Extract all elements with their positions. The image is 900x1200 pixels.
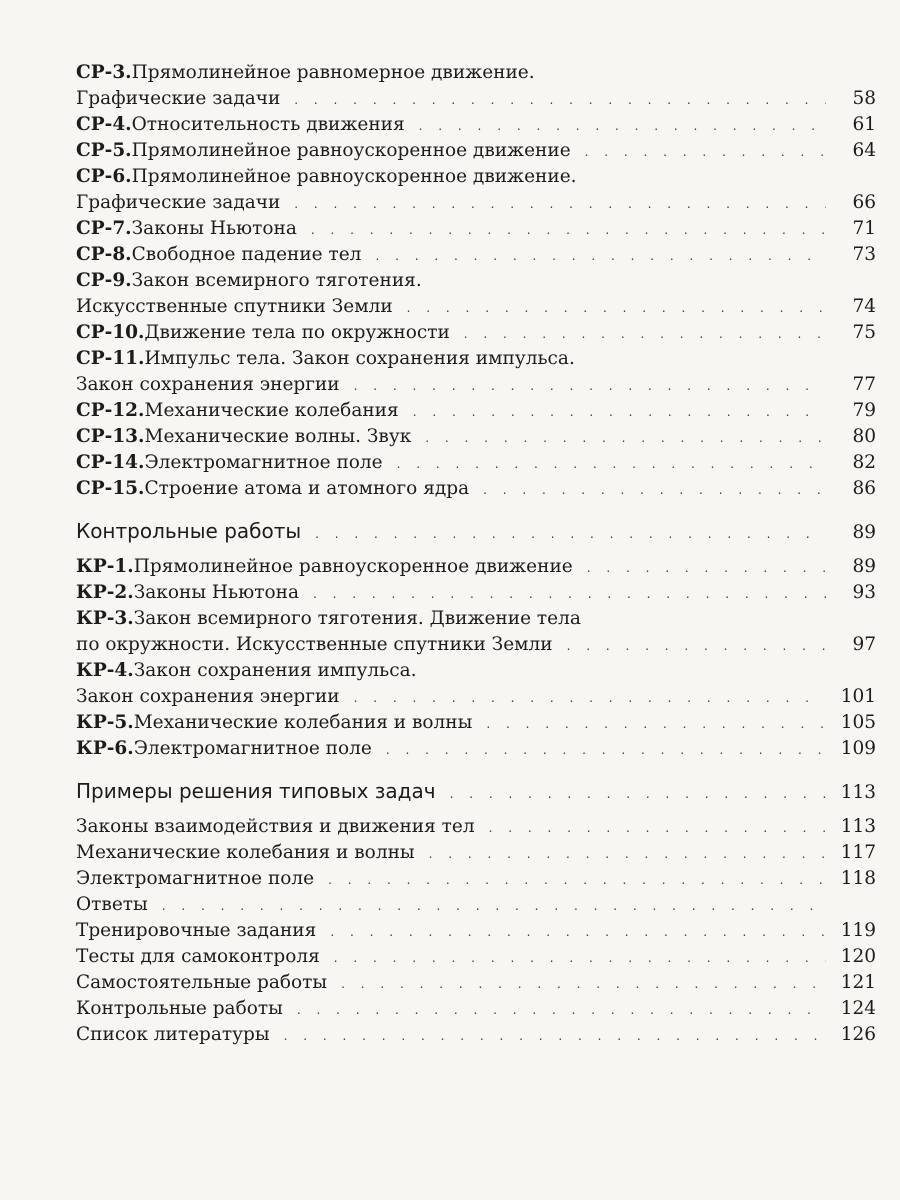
page-number: 82 — [852, 452, 876, 473]
entry-title: Законы Ньютона — [133, 582, 299, 603]
entry-code: КР-6. — [76, 738, 134, 759]
entry-code: СР-13. — [76, 426, 145, 447]
toc-section-heading — [76, 516, 876, 546]
page-number: 86 — [852, 478, 876, 499]
entry-title: Электромагнитное поле — [144, 452, 383, 473]
entry-code: СР-11. — [76, 348, 145, 369]
entry-title: Механические колебания и волны — [133, 712, 473, 733]
toc-entry — [76, 372, 876, 398]
table-of-contents — [76, 60, 876, 1048]
entry-title: Искусственные спутники Земли — [76, 296, 393, 317]
dot-leader — [311, 217, 826, 243]
entry-title: Импульс тела. Закон сохранения импульса. — [144, 348, 575, 369]
toc-entry — [76, 268, 876, 294]
page-number: 79 — [852, 400, 876, 421]
toc-entry — [76, 684, 876, 710]
toc-entry — [76, 346, 876, 372]
entry-title: Движение тела по окружности — [144, 322, 450, 343]
dot-leader — [162, 893, 826, 919]
dot-leader — [489, 815, 826, 841]
page-number: 73 — [852, 244, 876, 265]
toc-entry — [76, 658, 876, 684]
page-number: 109 — [840, 738, 876, 759]
toc-entry — [76, 86, 876, 112]
entry-code: СР-15. — [76, 478, 145, 499]
page-number: 113 — [840, 816, 876, 837]
entry-title: Закон всемирного тяготения. — [131, 270, 422, 291]
toc-section-heading — [76, 776, 876, 806]
dot-leader — [313, 581, 826, 607]
entry-title: Механические колебания и волны — [76, 842, 415, 863]
toc-entry — [76, 580, 876, 606]
entry-title: Графические задачи — [76, 192, 281, 213]
page-number: 74 — [852, 296, 876, 317]
page-number: 75 — [852, 322, 876, 343]
toc-entry — [76, 554, 876, 580]
dot-leader — [315, 519, 826, 549]
entry-title: Прямолинейное равноускоренное движение. — [131, 166, 577, 187]
entry-code: КР-2. — [76, 582, 134, 603]
dot-leader — [386, 737, 826, 763]
page-number: 80 — [852, 426, 876, 447]
entry-code: СР-8. — [76, 244, 132, 265]
page-number: 64 — [852, 140, 876, 161]
dot-leader — [483, 477, 826, 503]
entry-title: Тесты для самоконтроля — [76, 946, 320, 967]
toc-entry — [76, 450, 876, 476]
dot-leader — [464, 321, 826, 347]
entry-code: СР-4. — [76, 114, 132, 135]
dot-leader — [354, 685, 826, 711]
entry-code: СР-7. — [76, 218, 132, 239]
entry-code: СР-9. — [76, 270, 132, 291]
entry-title: Самостоятельные работы — [76, 972, 328, 993]
toc-entry — [76, 294, 876, 320]
entry-code: КР-5. — [76, 712, 134, 733]
entry-title: Прямолинейное равноускоренное движение — [133, 556, 573, 577]
entry-title: по окружности. Искусственные спутники Земли — [76, 634, 553, 655]
entry-title: Контрольные работы — [76, 998, 283, 1019]
page-number: 93 — [852, 582, 876, 603]
spacer — [76, 762, 876, 776]
dot-leader — [375, 243, 826, 269]
toc-entry — [76, 320, 876, 346]
spacer — [76, 502, 876, 516]
page-number: 101 — [840, 686, 876, 707]
toc-entry — [76, 710, 876, 736]
toc-entry — [76, 918, 876, 944]
entry-title: Электромагнитное поле — [133, 738, 372, 759]
entry-title: Относительность движения — [131, 114, 405, 135]
toc-entry — [76, 970, 876, 996]
toc-entry — [76, 736, 876, 762]
page-number: 117 — [840, 842, 876, 863]
toc-entry — [76, 814, 876, 840]
entry-title: Законы Ньютона — [131, 218, 297, 239]
page-number: 126 — [840, 1024, 876, 1045]
page-number: 118 — [840, 868, 876, 889]
toc-entry — [76, 606, 876, 632]
toc-entry — [76, 216, 876, 242]
page-number: 71 — [852, 218, 876, 239]
entry-title: Механические волны. Звук — [144, 426, 412, 447]
entry-title: Закон сохранения импульса. — [133, 660, 417, 681]
entry-title: Законы взаимодействия и движения тел — [76, 816, 475, 837]
toc-entry — [76, 476, 876, 502]
page-number: 89 — [852, 522, 876, 543]
dot-leader — [407, 295, 826, 321]
dot-leader — [341, 971, 826, 997]
entry-title: Прямолинейное равноускоренное движение — [131, 140, 571, 161]
entry-title: Тренировочные задания — [76, 920, 317, 941]
entry-code: СР-14. — [76, 452, 145, 473]
toc-entry — [76, 164, 876, 190]
toc-entry — [76, 996, 876, 1022]
dot-leader — [429, 841, 826, 867]
entry-title: Строение атома и атомного ядра — [144, 478, 470, 499]
dot-leader — [486, 711, 826, 737]
toc-entry — [76, 242, 876, 268]
entry-title: Закон сохранения энергии — [76, 686, 340, 707]
dot-leader — [587, 555, 826, 581]
entry-title: Контрольные работы — [76, 519, 302, 543]
toc-entry — [76, 866, 876, 892]
entry-code: СР-3. — [76, 62, 132, 83]
page-number: 97 — [852, 634, 876, 655]
toc-entry — [76, 424, 876, 450]
entry-code: СР-5. — [76, 140, 132, 161]
dot-leader — [397, 451, 826, 477]
entry-title: Примеры решения типовых задач — [76, 779, 436, 803]
toc-entry — [76, 138, 876, 164]
dot-leader — [354, 373, 826, 399]
entry-title: Закон сохранения энергии — [76, 374, 340, 395]
page-number: 89 — [852, 556, 876, 577]
page-number: 61 — [852, 114, 876, 135]
toc-entry — [76, 840, 876, 866]
toc-entry — [76, 60, 876, 86]
dot-leader — [334, 945, 826, 971]
page-number: 119 — [840, 920, 876, 941]
toc-entry — [76, 1022, 876, 1048]
entry-code: КР-3. — [76, 608, 134, 629]
entry-title: Графические задачи — [76, 88, 281, 109]
entry-title: Ответы — [76, 894, 148, 915]
entry-title: Электромагнитное поле — [76, 868, 315, 889]
dot-leader — [425, 425, 826, 451]
page-number: 66 — [852, 192, 876, 213]
dot-leader — [294, 87, 826, 113]
toc-entry — [76, 112, 876, 138]
page-number: 120 — [840, 946, 876, 967]
toc-entry — [76, 398, 876, 424]
entry-title: Список литературы — [76, 1024, 270, 1045]
entry-title: Свободное падение тел — [131, 244, 362, 265]
dot-leader — [294, 191, 826, 217]
entry-title: Механические колебания — [144, 400, 399, 421]
entry-code: СР-6. — [76, 166, 132, 187]
dot-leader — [567, 633, 826, 659]
entry-code: СР-10. — [76, 322, 145, 343]
dot-leader — [328, 867, 826, 893]
page-number: 124 — [840, 998, 876, 1019]
dot-leader — [450, 779, 826, 809]
page-number: 58 — [852, 88, 876, 109]
page-number: 77 — [852, 374, 876, 395]
entry-code: СР-12. — [76, 400, 145, 421]
toc-entry — [76, 944, 876, 970]
page-number: 121 — [840, 972, 876, 993]
entry-code: КР-1. — [76, 556, 134, 577]
entry-title: Прямолинейное равномерное движение. — [131, 62, 535, 83]
dot-leader — [419, 113, 826, 139]
dot-leader — [284, 1023, 826, 1049]
dot-leader — [330, 919, 826, 945]
dot-leader — [413, 399, 826, 425]
toc-entry — [76, 190, 876, 216]
toc-entry — [76, 892, 876, 918]
page-number: 113 — [840, 782, 876, 803]
dot-leader — [297, 997, 826, 1023]
entry-title: Закон всемирного тяготения. Движение тела — [133, 608, 581, 629]
entry-code: КР-4. — [76, 660, 134, 681]
toc-entry — [76, 632, 876, 658]
dot-leader — [585, 139, 826, 165]
page-number: 105 — [840, 712, 876, 733]
